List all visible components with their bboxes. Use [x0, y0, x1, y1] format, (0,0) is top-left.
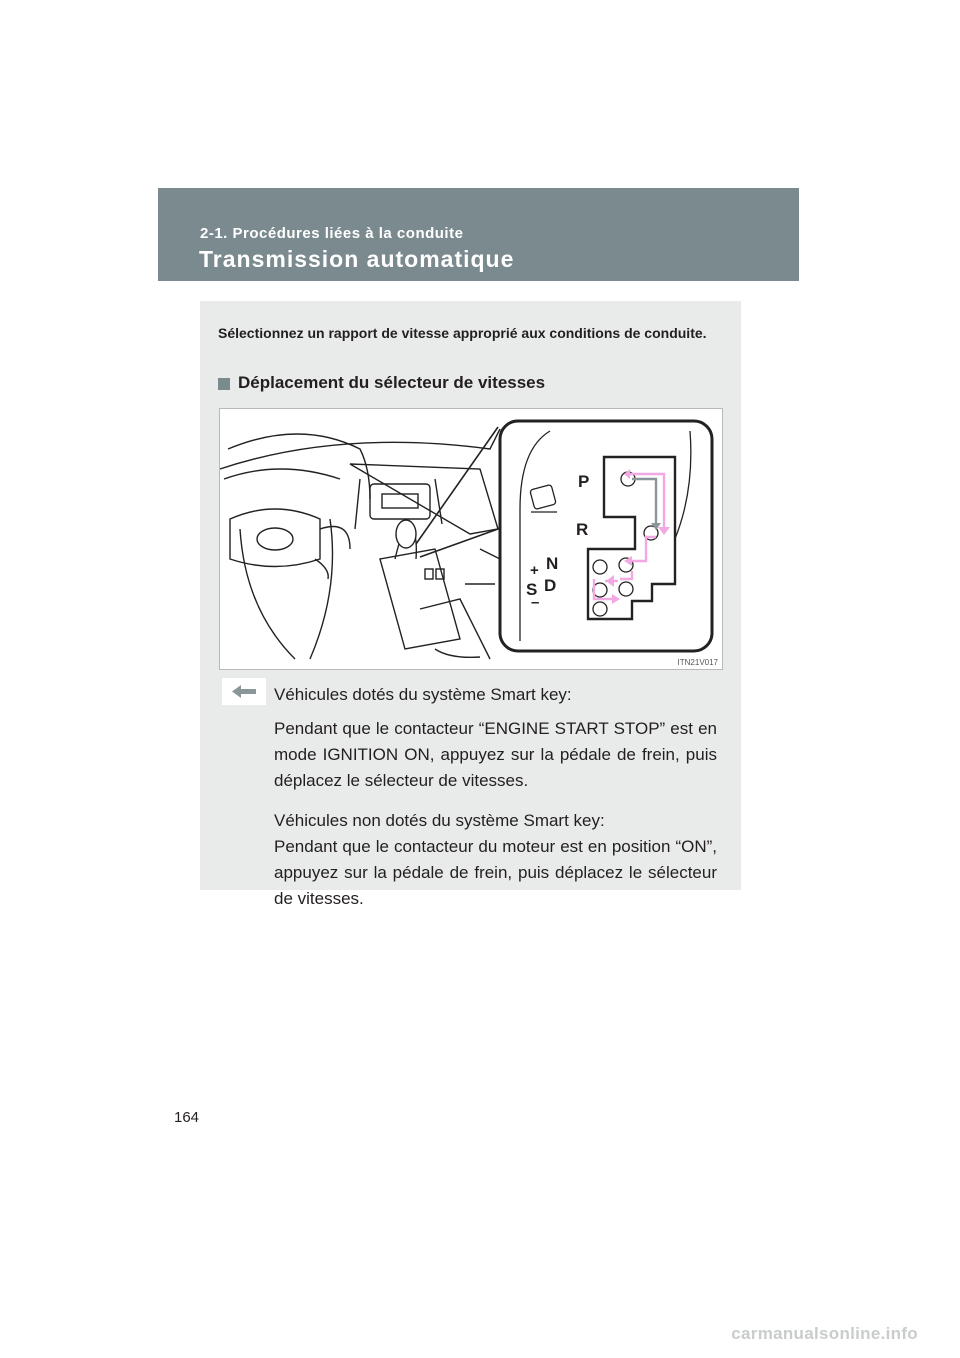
smart-key-text: Pendant que le contacteur “ENGINE START STOP” est en mode IGNITION ON, appuyez sur la pédale de frein, puis déplacez le sélecteur de vitesses.: [274, 719, 717, 790]
legend-arrow-icon: [222, 678, 266, 705]
subheading-text: Déplacement du sélecteur de vitesses: [238, 373, 546, 392]
no-smart-key-heading: Véhicules non dotés du système Smart key:: [274, 811, 605, 830]
label-r: R: [576, 520, 589, 539]
chapter-header: [158, 188, 799, 281]
shift-lever-illustration: [220, 409, 722, 669]
smart-key-heading: Véhicules dotés du système Smart key:: [274, 685, 572, 704]
content-panel: [200, 301, 741, 908]
no-smart-key-text: Pendant que le contacteur du moteur est en position “ON”, appuyez sur la pédale de frein, puis déplacez le sélecteur de vitesses.: [274, 837, 717, 908]
subheading: [218, 373, 545, 393]
label-d: D: [544, 576, 557, 595]
label-plus: +: [530, 562, 539, 579]
figure-code: ITN21V017: [677, 658, 718, 667]
page-title: Transmission automatique: [199, 246, 515, 272]
label-minus: –: [531, 594, 540, 611]
bullet-square-icon: [218, 378, 230, 390]
label-s: S: [526, 580, 538, 599]
label-p: P: [578, 472, 590, 491]
instructions-text: [274, 682, 717, 920]
shift-lever-figure: [219, 408, 723, 670]
watermark: carmanualsonline.info: [731, 1324, 918, 1343]
intro-text: Sélectionnez un rapport de vitesse approprié aux conditions de conduite.: [218, 325, 707, 341]
section-title: 2-1. Procédures liées à la conduite: [200, 225, 464, 242]
dashboard-drawing: [220, 427, 500, 659]
label-n: N: [546, 554, 559, 573]
page-number: 164: [174, 1109, 200, 1126]
